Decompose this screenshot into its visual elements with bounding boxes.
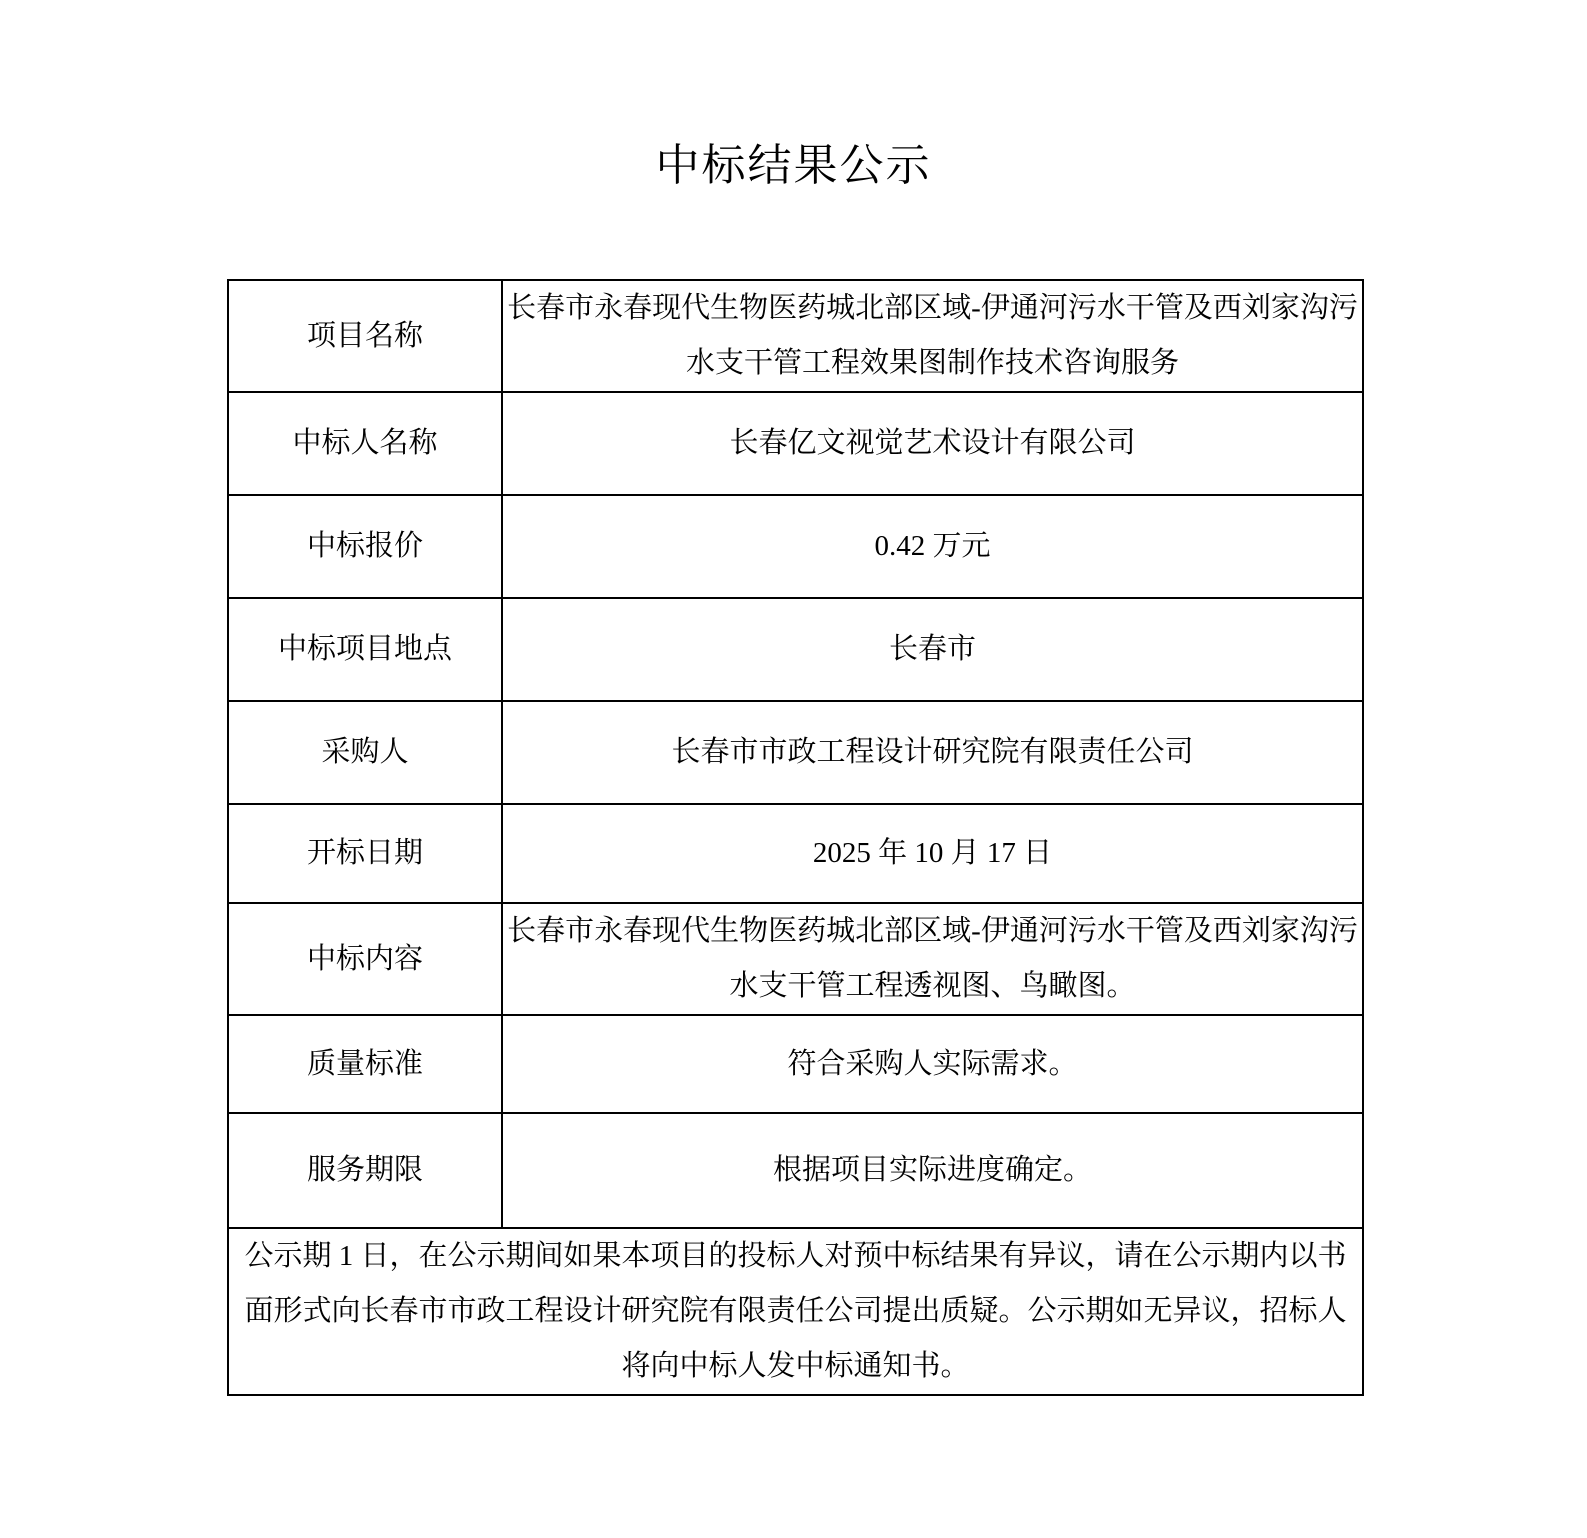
- row-label-opening-date: 开标日期: [228, 804, 502, 903]
- table-footer-row: [228, 1228, 1363, 1395]
- row-label-service-period: 服务期限: [228, 1113, 502, 1228]
- table-row: [228, 280, 1363, 392]
- row-value-opening-date: 2025 年 10 月 17 日: [502, 804, 1363, 903]
- row-value-winner-name: 长春亿文视觉艺术设计有限公司: [502, 392, 1363, 495]
- row-label-quality-standard: 质量标准: [228, 1015, 502, 1113]
- row-label-bid-content: 中标内容: [228, 903, 502, 1015]
- row-value-quality-standard: 符合采购人实际需求。: [502, 1015, 1363, 1113]
- row-value-bid-content: 长春市永春现代生物医药城北部区域-伊通河污水干管及西刘家沟污水支干管工程透视图、鸟瞰图。: [502, 903, 1363, 1015]
- row-value-project-name: 长春市永春现代生物医药城北部区域-伊通河污水干管及西刘家沟污水支干管工程效果图制作技术咨询服务: [502, 280, 1363, 392]
- row-value-purchaser: 长春市市政工程设计研究院有限责任公司: [502, 701, 1363, 804]
- table-row: [228, 701, 1363, 804]
- table-row: [228, 598, 1363, 701]
- row-label-project-location: 中标项目地点: [228, 598, 502, 701]
- table-row: [228, 392, 1363, 495]
- table-row: [228, 1113, 1363, 1228]
- row-label-bid-price: 中标报价: [228, 495, 502, 598]
- row-value-project-location: 长春市: [502, 598, 1363, 701]
- row-label-project-name: 项目名称: [228, 280, 502, 392]
- publicity-period-note: 公示期 1 日，在公示期间如果本项目的投标人对预中标结果有异议，请在公示期内以书面形式向长春市市政工程设计研究院有限责任公司提出质疑。公示期如无异议，招标人将向中标人发中标通知书。: [228, 1228, 1363, 1395]
- row-value-bid-price: 0.42 万元: [502, 495, 1363, 598]
- page-title: 中标结果公示: [655, 141, 932, 190]
- bid-result-table: [227, 279, 1364, 1396]
- table-row: [228, 903, 1363, 1015]
- row-label-purchaser: 采购人: [228, 701, 502, 804]
- table-row: [228, 495, 1363, 598]
- row-value-service-period: 根据项目实际进度确定。: [502, 1113, 1363, 1228]
- row-label-winner-name: 中标人名称: [228, 392, 502, 495]
- table-row: [228, 804, 1363, 903]
- table-row: [228, 1015, 1363, 1113]
